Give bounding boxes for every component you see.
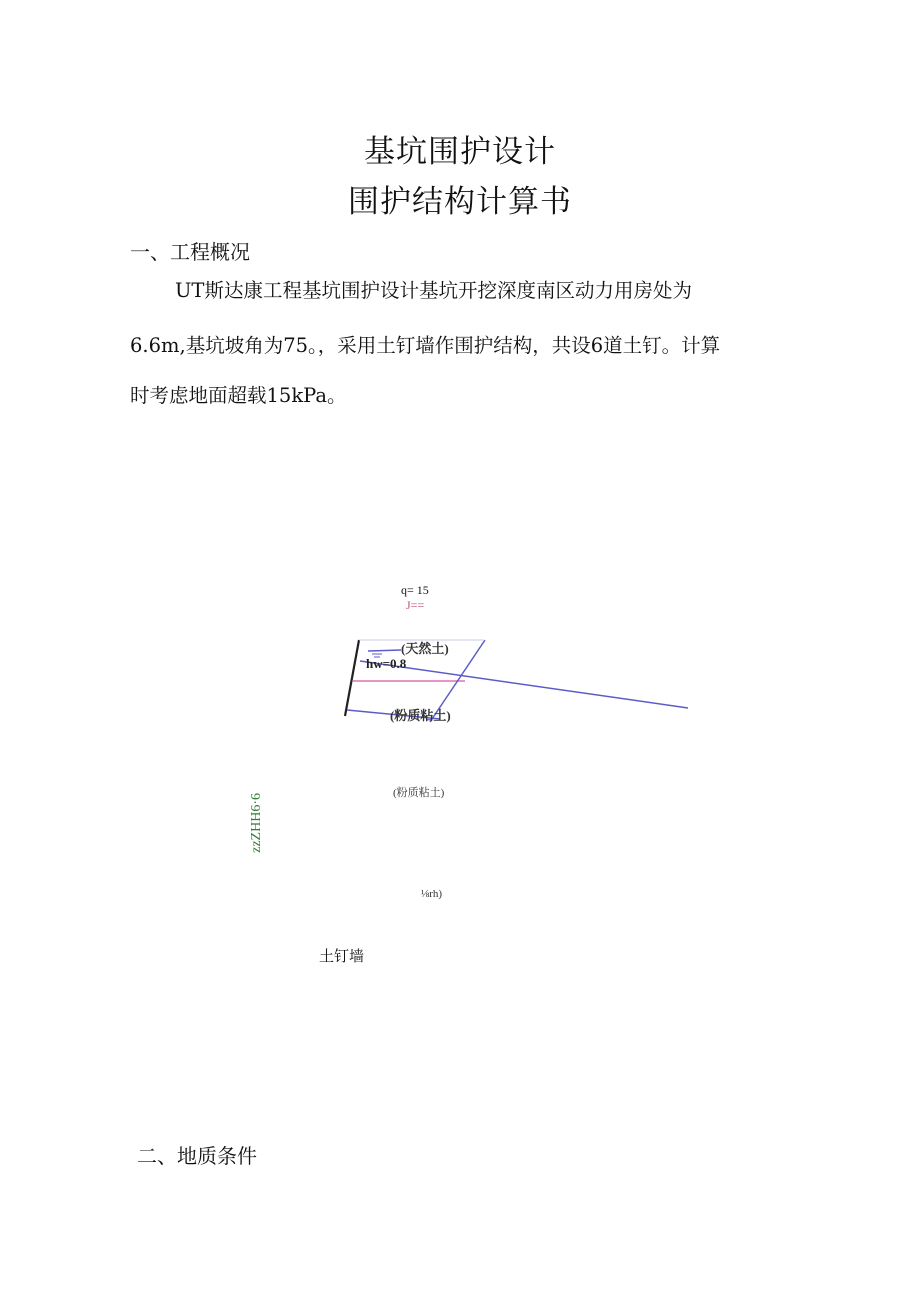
water-level-label: hw=0.8 (366, 656, 407, 671)
soil-layer-natural-label: (天然土) (401, 641, 449, 656)
long-sloping-line (360, 661, 688, 708)
overview-paragraph-line-2: 6.6m,基坑坡角为75。，采用土钉墙作围护结构，共设6道土钉。计算 (130, 334, 721, 357)
rh-label: ⅛rh) (421, 888, 443, 900)
document-title-line-1: 基坑围护设计 (364, 134, 556, 170)
soil-nail-wall-label: 土钉墙 (319, 949, 365, 965)
document-title-line-2: 围护结构计算书 (348, 184, 572, 220)
section-heading-geology: 二、地质条件 (137, 1144, 257, 1168)
overview-paragraph-line-3: 时考虑地面超载15kPa。 (130, 384, 347, 407)
soil-layer-silty-lower-label: (粉质粘土) (393, 787, 445, 799)
depth-dimension-label: zzZHH6·6 (249, 793, 264, 853)
section-heading-overview: 一、工程概况 (130, 240, 250, 264)
wall-face-line (345, 640, 359, 716)
surcharge-label: q= 15 (401, 583, 429, 597)
soil-layer-silty-upper-label: (粉质粘土) (390, 708, 451, 723)
overview-text-line-1: UT斯达康工程基坑围护设计基坑开挖深度南区动力用房处为 (175, 279, 692, 302)
water-level-marker (368, 650, 401, 651)
surcharge-symbol: J== (406, 598, 425, 612)
